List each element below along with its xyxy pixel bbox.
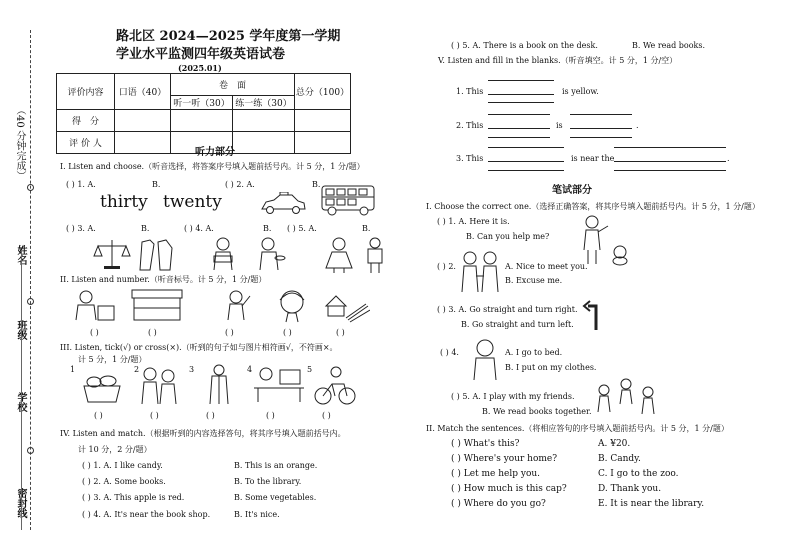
number-paren[interactable]: ( ) — [90, 328, 99, 337]
turn-arrow-picture — [582, 298, 604, 332]
seal-label: 密封线 — [15, 488, 26, 518]
exam-subtitle: 学业水平监测四年级英语试卷 — [116, 47, 286, 62]
written-heading: 笔试部分 — [552, 185, 592, 196]
fill-blank[interactable] — [614, 147, 726, 148]
match-item-a: ( ) 4. A. It's near the book shop. — [82, 510, 211, 519]
section4-title: IV. Listen and match.（根据听到的内容选择答句，将其序号填入题前括号内。 — [60, 429, 346, 438]
q1-b: B. — [152, 180, 161, 189]
girl-dress-picture — [322, 236, 356, 274]
choose-b: B. Go straight and turn left. — [461, 320, 574, 329]
fill3-b: is near the — [571, 154, 615, 163]
boy-clothes-picture — [470, 338, 500, 382]
choose-a: ( ) 2. — [437, 262, 456, 271]
kids-playing-picture — [594, 378, 662, 422]
choose-b: B. Can you help me? — [466, 232, 550, 241]
choose-a2: A. I go to bed. — [505, 348, 563, 357]
fill-blank[interactable] — [570, 128, 632, 129]
fill-blank[interactable] — [488, 94, 554, 95]
binding-hole — [27, 447, 34, 454]
q2-label: ( ) 2. A. — [225, 180, 255, 189]
match-right: A. ¥20. — [598, 439, 631, 449]
choose-a: ( ) 3. A. Go straight and turn right. — [437, 305, 578, 314]
exam-title: 路北区 2024—2025 学年度第一学期 — [116, 29, 341, 44]
cell-score-label: 得 分 — [57, 110, 115, 132]
match-right: C. I go to the zoo. — [598, 469, 679, 479]
fill-blank[interactable] — [488, 102, 554, 103]
clothes-picture — [136, 236, 176, 272]
match-left: ( ) What's this? — [451, 439, 520, 449]
q5-label: ( ) 5. A. — [287, 224, 317, 233]
written1-title: I. Choose the correct one.（选择正确答案，将其序号填入题前括号内。计 5 分，1 分/题） — [426, 202, 760, 211]
boy-reading-picture — [206, 236, 240, 272]
choose-b: B. Excuse me. — [505, 276, 563, 285]
q5-b: B. — [362, 224, 371, 233]
match-item-a: ( ) 3. A. This apple is red. — [82, 493, 185, 502]
choose-a: ( ) 1. A. Here it is. — [437, 217, 510, 226]
cell-listen: 听一听（30） — [171, 96, 233, 110]
shop-picture — [130, 288, 184, 322]
number-paren[interactable]: ( ) — [148, 328, 157, 337]
fill-blank[interactable] — [488, 128, 550, 129]
girl-waving-picture — [218, 288, 254, 324]
bread-basket-picture — [80, 368, 124, 404]
q4-label: ( ) 4. A. — [184, 224, 214, 233]
tick-paren[interactable]: ( ) — [322, 411, 331, 420]
cell-blank[interactable] — [295, 110, 351, 132]
cell-eval: 评价内容 — [57, 74, 115, 110]
fill3-a: 3. This — [456, 154, 484, 163]
choose-a: ( ) 5. A. I play with my friends. — [451, 392, 575, 401]
fill2-c: . — [636, 121, 639, 130]
tick-num: 5 — [307, 365, 313, 374]
tick-num: 2 — [134, 365, 140, 374]
section2-title: II. Listen and number.（听音标号。计 5 分，1 分/题） — [60, 275, 267, 284]
q4-b: B. — [263, 224, 272, 233]
match-item-b: B. Some vegetables. — [234, 493, 317, 502]
q1-word-b: twenty — [163, 192, 222, 212]
number-paren[interactable]: ( ) — [225, 328, 234, 337]
q3-b: B. — [141, 224, 150, 233]
tick-paren[interactable]: ( ) — [94, 411, 103, 420]
time-note: （40 分钟完成） — [14, 105, 25, 181]
cell-practice: 练一练（30） — [233, 96, 295, 110]
match-left: ( ) How much is this cap? — [451, 484, 567, 494]
fill-blank[interactable] — [488, 137, 550, 138]
cell-blank[interactable] — [115, 110, 171, 132]
fill2-a: 2. This — [456, 121, 484, 130]
q1-label: ( ) 1. A. — [66, 180, 96, 189]
scale-picture — [92, 236, 132, 272]
match-left: ( ) Where's your home? — [451, 454, 558, 464]
cell-blank[interactable] — [115, 132, 171, 154]
cell-paper: 卷 面 — [171, 74, 295, 96]
match-left: ( ) Where do you go? — [451, 499, 546, 509]
tick-num: 3 — [189, 365, 195, 374]
score-table — [56, 73, 351, 154]
tick-num: 4 — [247, 365, 253, 374]
cell-blank[interactable] — [233, 110, 295, 132]
written2-title: II. Match the sentences.（将相应答句的序号填入题前括号内。计 5 分，1 分/题） — [426, 424, 729, 433]
handshake-picture — [458, 250, 502, 294]
fill-blank[interactable] — [570, 114, 632, 115]
section1-title: I. Listen and choose.（听音选择，将答案序号填入题前括号内。计 5 分，1 分/题） — [60, 162, 365, 171]
match-right: D. Thank you. — [598, 484, 662, 494]
fill-blank[interactable] — [488, 80, 554, 81]
match-item-b: B. To the library. — [234, 477, 302, 486]
section3-title: III. Listen, tick(√) or cross(×).（听到的句子如与图片相符画√，不符画×。 — [60, 343, 338, 352]
choose-b: B. I put on my clothes. — [505, 363, 597, 372]
match-left: ( ) Let me help you. — [451, 469, 541, 479]
fill-blank[interactable] — [488, 161, 564, 162]
cell-blank[interactable] — [233, 132, 295, 154]
fill1-b: is yellow. — [562, 87, 599, 96]
tick-paren[interactable]: ( ) — [266, 411, 275, 420]
fill2-b: is — [556, 121, 563, 130]
tick-paren[interactable]: ( ) — [150, 411, 159, 420]
fill3-c: . — [727, 154, 730, 163]
classroom-picture — [68, 288, 116, 324]
bicycle-picture — [314, 366, 356, 406]
cell-total: 总分（100） — [295, 74, 351, 110]
choose-a: ( ) 4. — [440, 348, 459, 357]
two-kids-picture — [138, 366, 182, 406]
cell-blank[interactable] — [171, 110, 233, 132]
q5-top-b: B. We read books. — [632, 41, 706, 50]
seal-dashed-line — [30, 30, 31, 530]
fill-blank[interactable] — [614, 170, 726, 171]
exam-date: (2025.01) — [178, 63, 222, 73]
fill1-a: 1. This — [456, 87, 484, 96]
q5-top: ( ) 5. A. There is a book on the desk. — [451, 41, 598, 50]
section3-score: 计 5 分，1 分/题） — [78, 355, 147, 364]
man-coat-picture — [204, 364, 234, 408]
binding-hole — [27, 184, 34, 191]
number-paren[interactable]: ( ) — [283, 328, 292, 337]
fill-blank[interactable] — [614, 161, 726, 162]
match-item-b: B. It's nice. — [234, 510, 280, 519]
match-right: B. Candy. — [598, 454, 641, 464]
fill-blank[interactable] — [488, 114, 550, 115]
cooking-picture — [254, 236, 286, 272]
listening-heading: 听力部分 — [195, 147, 235, 158]
desk-computer-picture — [252, 366, 306, 404]
fill-line — [21, 250, 22, 530]
farm-picture — [322, 288, 370, 324]
match-item-a: ( ) 1. A. I like candy. — [82, 461, 163, 470]
section4-score: 计 10 分，2 分/题） — [78, 445, 152, 454]
binding-hole — [27, 298, 34, 305]
tick-num: 1 — [70, 365, 76, 374]
choose-a2: A. Nice to meet you. — [505, 262, 588, 271]
school-label: 学校 — [15, 392, 26, 412]
boy-and-dog-picture — [578, 214, 632, 266]
name-label: 姓名 — [15, 245, 26, 265]
fill-blank[interactable] — [488, 147, 564, 148]
match-item-a: ( ) 2. A. Some books. — [82, 477, 166, 486]
cell-oral: 口语（40） — [115, 74, 171, 110]
match-right: E. It is near the library. — [598, 499, 705, 509]
match-item-b: B. This is an orange. — [234, 461, 318, 470]
cell-rater-label: 评 价 人 — [57, 132, 115, 154]
cell-blank[interactable] — [295, 132, 351, 154]
number-paren[interactable]: ( ) — [336, 328, 345, 337]
tick-paren[interactable]: ( ) — [206, 411, 215, 420]
q2-b: B. — [312, 180, 321, 189]
bus-picture — [320, 184, 376, 216]
q1-word-a: thirty — [100, 192, 148, 212]
q3-label: ( ) 3. A. — [66, 224, 96, 233]
fill-blank[interactable] — [488, 170, 564, 171]
fill-blank[interactable] — [570, 137, 632, 138]
boy-standing-picture — [362, 236, 388, 274]
girl-face-picture — [274, 288, 310, 324]
car-picture — [258, 192, 308, 216]
class-label: 班级 — [15, 320, 26, 340]
section5-title: V. Listen and fill in the blanks.（听音填空。计 5 分，1 分/空） — [438, 56, 678, 65]
choose-b: B. We read books together. — [482, 407, 592, 416]
